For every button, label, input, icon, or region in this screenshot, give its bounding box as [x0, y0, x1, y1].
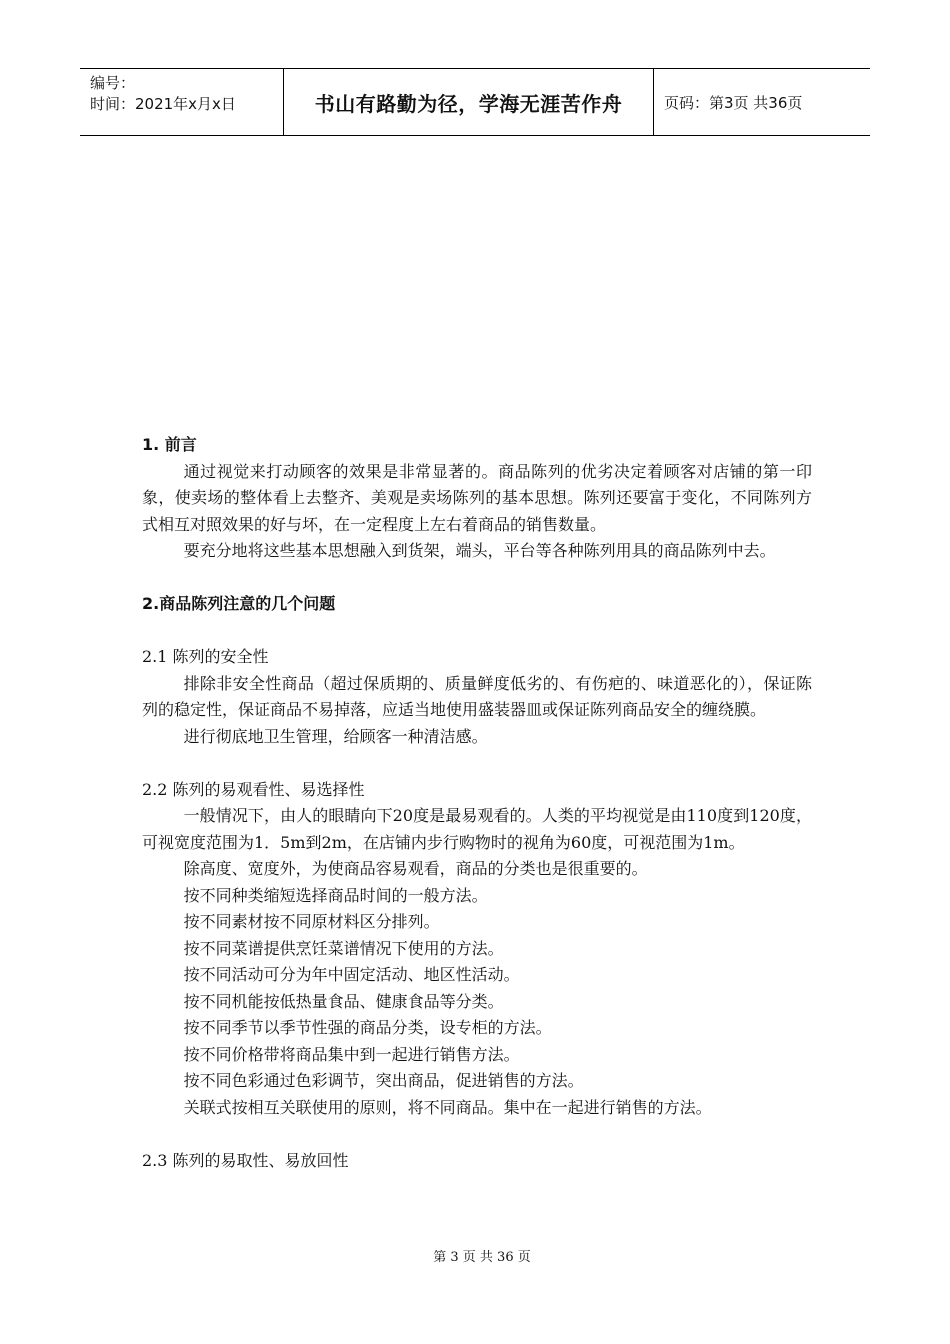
list-item: 按不同价格带将商品集中到一起进行销售方法。 — [183, 1044, 520, 1064]
document-number-label: 编号： — [90, 74, 136, 92]
section-2-1-heading: 2.1 陈列的安全性 — [142, 647, 269, 666]
section-1-heading: 1. 前言 — [142, 435, 197, 454]
page-header — [80, 68, 870, 136]
list-item: 按不同素材按不同原材料区分排列。 — [183, 912, 440, 931]
header-page-info: 页码：第3页 共36页 — [664, 93, 803, 112]
section-2-3-heading: 2.3 陈列的易取性、易放回性 — [142, 1150, 349, 1170]
section-2-2-paragraph-1: 一般情况下，由人的眼睛向下20度是最易观看的。人类的平均视觉是由110度到120度，可视宽度范围为1．5m到2m，在店铺内步行购物时的视角为60度，可视范围为1m。 — [142, 806, 812, 852]
section-2-1-paragraph-1: 排除非安全性商品（超过保质期的、质量鲜度低劣的、有伤疤的、味道恶化的），保证陈列的稳定性，保证商品不易掉落，应适当地使用盛装器皿或保证陈列商品安全的缠绕膜。 — [142, 673, 812, 719]
section-1-paragraph-1: 通过视觉来打动顾客的效果是非常显著的。商品陈列的优劣决定着顾客对店铺的第一印象，使卖场的整体看上去整齐、美观是卖场陈列的基本思想。陈列还要富于变化，不同陈列方式相互对照效果的好与坏，在一定程度上左右着商品的销售数量。 — [142, 461, 812, 534]
section-2-1-paragraph-2: 进行彻底地卫生管理，给顾客一种清洁感。 — [183, 726, 488, 746]
document-date: 时间：2021年x月x日 — [90, 95, 236, 113]
header-motto: 书山有路勤为径，学海无涯苦作舟 — [284, 69, 654, 135]
document-body — [142, 432, 812, 1174]
list-item: 按不同机能按低热量食品、健康食品等分类。 — [183, 991, 504, 1011]
list-item: 关联式按相互关联使用的原则，将不同商品。集中在一起进行销售的方法。 — [183, 1097, 712, 1117]
section-2-2-paragraph-2: 除高度、宽度外，为使商品容易观看，商品的分类也是很重要的。 — [183, 859, 648, 878]
list-item: 按不同季节以季节性强的商品分类，设专柜的方法。 — [183, 1018, 552, 1037]
list-item: 按不同活动可分为年中固定活动、地区性活动。 — [183, 965, 520, 984]
list-item: 按不同色彩通过色彩调节，突出商品，促进销售的方法。 — [183, 1071, 584, 1090]
page-footer: 第 3 页 共 36 页 — [433, 1250, 531, 1265]
section-2-2-heading: 2.2 陈列的易观看性、易选择性 — [142, 779, 365, 799]
section-2-heading: 2.商品陈列注意的几个问题 — [142, 594, 336, 613]
header-meta — [80, 69, 284, 135]
list-item: 按不同菜谱提供烹饪菜谱情况下使用的方法。 — [183, 938, 504, 958]
section-1-paragraph-2: 要充分地将这些基本思想融入到货架，端头，平台等各种陈列用具的商品陈列中去。 — [183, 541, 776, 560]
list-item: 按不同种类缩短选择商品时间的一般方法。 — [183, 885, 488, 905]
